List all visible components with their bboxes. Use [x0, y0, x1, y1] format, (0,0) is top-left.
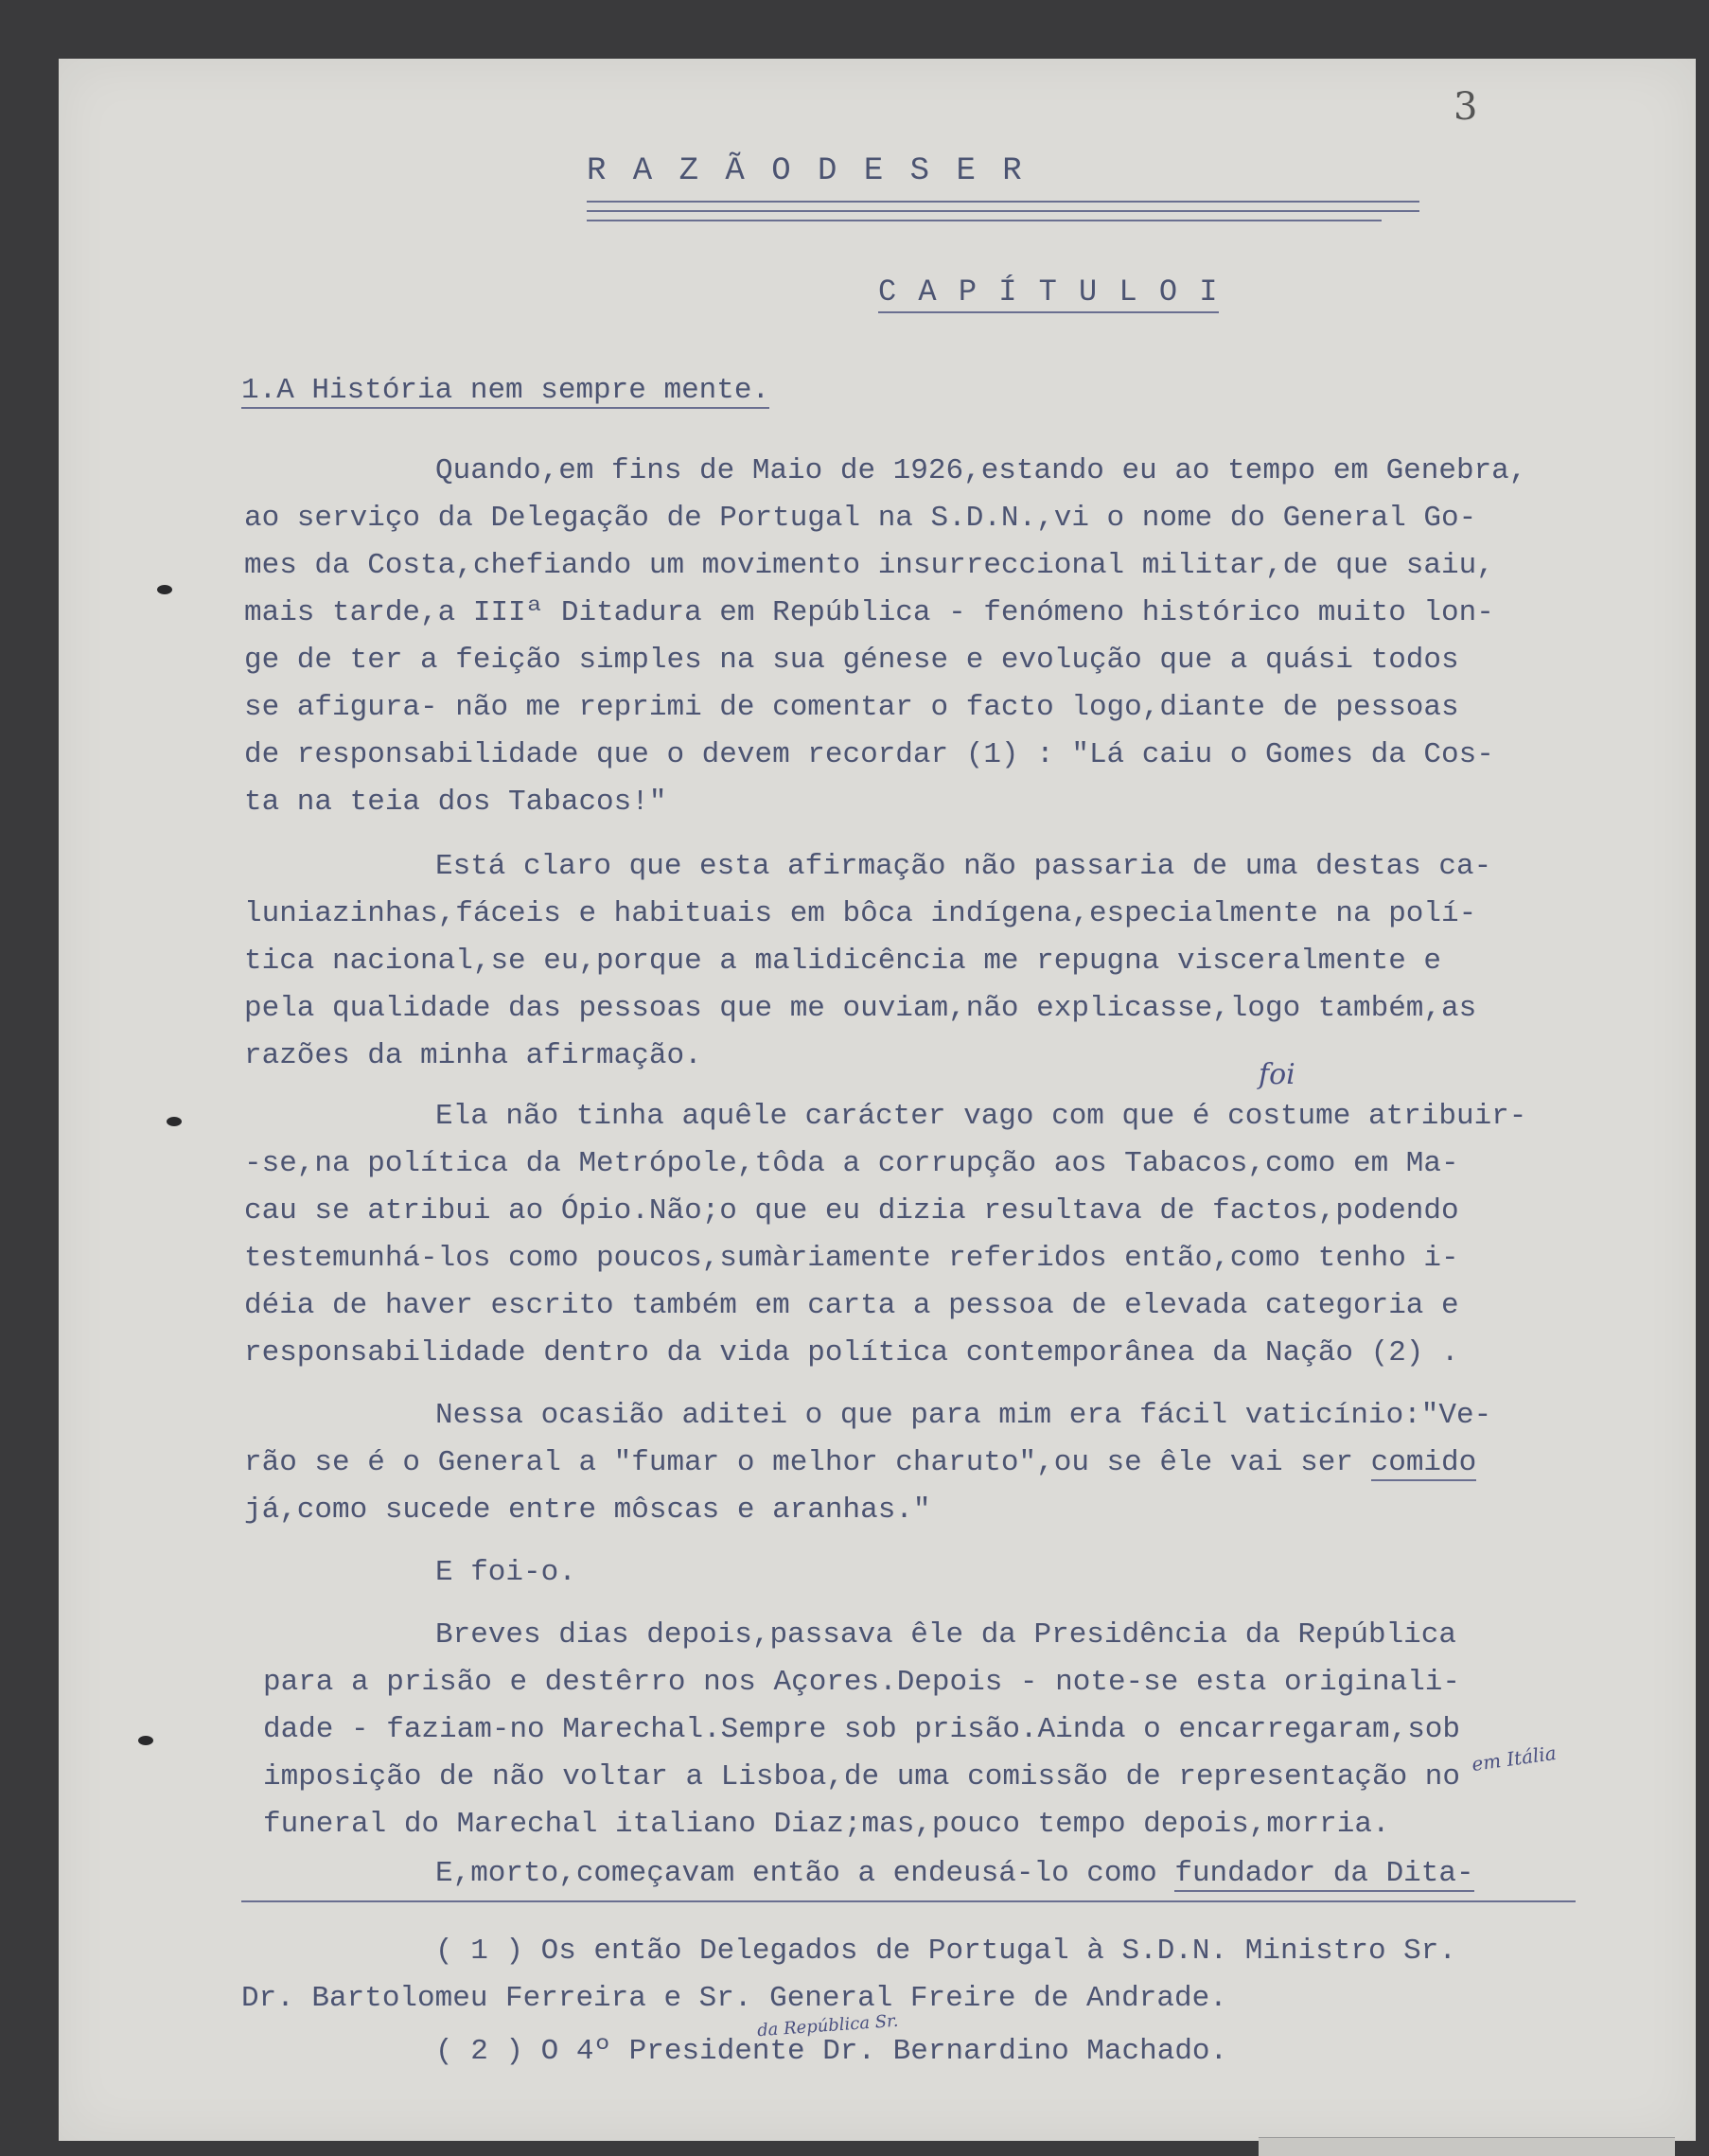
section-heading: 1.A História nem sempre mente. — [241, 374, 770, 407]
punch-hole — [157, 585, 172, 594]
text-line: mais tarde,a IIIª Ditadura em República - fenómeno histórico muito lon- — [244, 596, 1494, 629]
footnote-line: Dr. Bartolomeu Ferreira e Sr. General Freire de Andrade. — [241, 1982, 1227, 2015]
text-line: E,morto,começavam então a endeusá-lo como fundador da Dita- — [435, 1857, 1474, 1890]
title-rule — [587, 201, 1419, 203]
document-title: R A Z Ã O D E S E R — [587, 153, 1024, 189]
text-line: luniazinhas,fáceis e habituais em bôca indígena,especialmente na polí- — [244, 897, 1477, 930]
text-line: de responsabilidade que o devem recordar (1) : "Lá caiu o Gomes da Cos- — [244, 738, 1494, 771]
punch-hole — [167, 1117, 182, 1126]
text-line: Breves dias depois,passava êle da Presidência da República — [435, 1618, 1456, 1652]
text-line: responsabilidade dentro da vida política contemporânea da Nação (2) . — [244, 1336, 1459, 1370]
text-line: -se,na política da Metrópole,tôda a corrupção aos Tabacos,como em Ma- — [244, 1147, 1459, 1180]
text-line: ta na teia dos Tabacos!" — [244, 786, 667, 819]
text-line: se afigura- não me reprimi de comentar o facto logo,diante de pessoas — [244, 691, 1459, 724]
text-line: Nessa ocasião aditei o que para mim era fácil vaticínio:"Ve- — [435, 1399, 1492, 1432]
text-line: razões da minha afirmação. — [244, 1039, 702, 1072]
page-number: 3 — [1454, 85, 1478, 129]
text-line: funeral do Marechal italiano Diaz;mas,pouco tempo depois,morria. — [263, 1808, 1390, 1841]
underlined-phrase: fundador da Dita- — [1174, 1857, 1474, 1890]
text-line: Ela não tinha aquêle carácter vago com que é costume atribuir- — [435, 1100, 1527, 1133]
text-line: para a prisão e destêrro nos Açores.Depois - note-se esta originali- — [263, 1666, 1461, 1699]
text-line: Quando,em fins de Maio de 1926,estando eu ao tempo em Genebra, — [435, 454, 1527, 487]
text-line: já,como sucede entre môscas e aranhas." — [244, 1493, 931, 1527]
text-line: Está claro que esta afirmação não passaria de uma destas ca- — [435, 850, 1492, 883]
footnote-line: ( 2 ) O 4º Presidente Dr. Bernardino Machado. — [435, 2035, 1228, 2068]
footnote-line: ( 1 ) Os então Delegados de Portugal à S.D.N. Ministro Sr. — [435, 1935, 1456, 1968]
punch-hole — [138, 1736, 153, 1745]
text-line: rão se é o General a "fumar o melhor charuto",ou se êle vai ser comido — [244, 1446, 1477, 1479]
text-line: ao serviço da Delegação de Portugal na S.D.N.,vi o nome do General Go- — [244, 502, 1477, 535]
text-line: ge de ter a feição simples na sua génese e evolução que a quási todos — [244, 644, 1459, 677]
scan-ruler-strip — [1259, 2137, 1675, 2156]
text-line: testemunhá-los como poucos,sumàriamente referidos então,como tenho i- — [244, 1242, 1459, 1275]
text-line: imposição de não voltar a Lisboa,de uma comissão de representação no — [263, 1760, 1461, 1794]
handwritten-correction: foi — [1259, 1058, 1295, 1091]
text-line: mes da Costa,chefiando um movimento insurreccional militar,de que saiu, — [244, 549, 1494, 582]
underlined-word: comido — [1370, 1446, 1477, 1479]
text-line: pela qualidade das pessoas que me ouviam,não explicasse,logo também,as — [244, 992, 1477, 1025]
text-line: cau se atribui ao Ópio.Não;o que eu dizia resultava de factos,podendo — [244, 1194, 1459, 1228]
text-line: tica nacional,se eu,porque a malidicência me repugna visceralmente e — [244, 945, 1442, 978]
title-rule — [587, 210, 1419, 212]
footnote-divider — [241, 1900, 1576, 1902]
text-line: déia de haver escrito também em carta a pessoa de elevada categoria e — [244, 1289, 1459, 1322]
text-line: E foi-o. — [435, 1556, 576, 1589]
chapter-heading: C A P Í T U L O I — [878, 274, 1219, 313]
handwritten-insertion: da República Sr. — [756, 2010, 900, 2041]
handwritten-insertion: em Itália — [1470, 1741, 1558, 1776]
title-rule — [587, 220, 1382, 221]
text-line: dade - faziam-no Marechal.Sempre sob prisão.Ainda o encarregaram,sob — [263, 1713, 1461, 1746]
